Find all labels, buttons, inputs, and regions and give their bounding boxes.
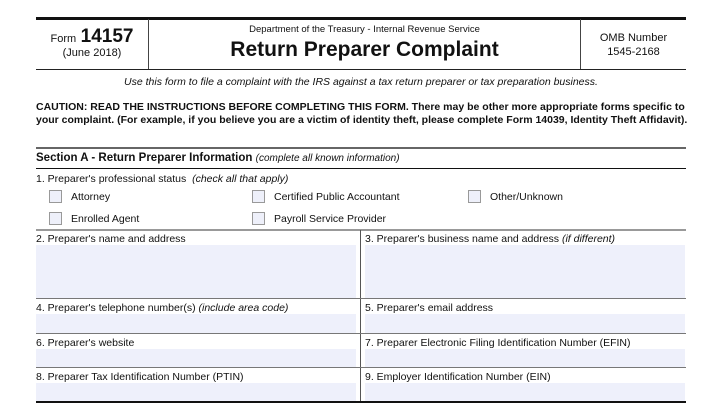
row-rule-3 (36, 367, 686, 368)
section-a-heading (36, 152, 400, 164)
preparer-telephone-input[interactable] (36, 314, 356, 333)
field-7-label-text: 7. Preparer Electronic Filing Identification Number (EFIN) (365, 337, 631, 349)
field-2-label-text: 2. Preparer's name and address (36, 233, 186, 245)
q1-bottom-rule (36, 229, 686, 231)
department-name: Department of the Treasury - Internal Revenue Service (249, 24, 480, 35)
field-3-note: (if different) (561, 233, 616, 245)
header-bottom-rule (36, 69, 686, 70)
field-8-label-text: 8. Preparer Tax Identification Number (PTIN) (36, 371, 244, 383)
checkbox-enrolled-agent[interactable] (49, 212, 62, 225)
form-identifier (36, 26, 148, 48)
omb-number: 1545-2168 (607, 46, 660, 58)
preparer-efin-input[interactable] (365, 349, 685, 367)
preparer-business-name-address-input[interactable] (365, 245, 685, 298)
checkbox-label-other-unknown: Other/Unknown (490, 191, 563, 203)
column-divider (360, 230, 361, 402)
q1-label-text: 1. Preparer's professional status (36, 173, 187, 185)
field-4-label-text: 4. Preparer's telephone number(s) (36, 302, 196, 314)
q1-note: (check all that apply) (192, 173, 289, 185)
form-bottom-rule (36, 401, 686, 403)
field-7-label (365, 337, 631, 349)
checkbox-label-attorney: Attorney (71, 191, 111, 203)
field-4-label (36, 302, 288, 314)
form-number: 14157 (80, 26, 134, 47)
preparer-website-input[interactable] (36, 349, 356, 367)
header-divider-right (580, 19, 581, 70)
preparer-ein-input[interactable] (365, 383, 685, 401)
checkbox-label-enrolled-agent: Enrolled Agent (71, 213, 140, 225)
form-date: (June 2018) (62, 47, 122, 59)
row-rule-2 (36, 333, 686, 334)
checkbox-other-unknown[interactable] (468, 190, 481, 203)
field-5-label (365, 302, 493, 314)
header-top-rule (36, 17, 686, 20)
checkbox-attorney[interactable] (49, 190, 62, 203)
field-3-label (365, 233, 615, 245)
field-6-label-text: 6. Preparer's website (36, 337, 135, 349)
caution-text: CAUTION: READ THE INSTRUCTIONS BEFORE COMPLETING THIS FORM. There may be other more appropriate forms specific to your complaint. (For example, if you believe you are a victim of identity theft, please complete Form 14039, Identity Theft Affidavit). (36, 101, 688, 126)
omb-label: OMB Number (599, 32, 668, 44)
field-9-label (365, 371, 551, 383)
field-6-label (36, 337, 134, 349)
preparer-ptin-input[interactable] (36, 383, 356, 401)
checkbox-label-cpa: Certified Public Accountant (274, 191, 400, 203)
section-a-note: (complete all known information) (255, 153, 400, 164)
field-9-label-text: 9. Employer Identification Number (EIN) (365, 371, 551, 383)
section-bottom-rule (36, 168, 686, 169)
form-title: Return Preparer Complaint (230, 38, 499, 61)
section-top-rule (36, 147, 686, 149)
checkbox-payroll-service[interactable] (252, 212, 265, 225)
checkbox-label-payroll-service: Payroll Service Provider (274, 213, 387, 225)
preparer-email-input[interactable] (365, 314, 685, 333)
form-word: Form (50, 33, 77, 45)
section-a-title: Section A - Return Preparer Information (36, 152, 253, 164)
field-2-label (36, 233, 186, 245)
checkbox-cpa[interactable] (252, 190, 265, 203)
field-5-label-text: 5. Preparer's email address (365, 302, 494, 314)
field-3-label-text: 3. Preparer's business name and address (365, 233, 560, 245)
field-8-label (36, 371, 244, 383)
intro-text: Use this form to file a complaint with the IRS against a tax return preparer or tax preparation business. (124, 76, 598, 88)
row-rule-1 (36, 298, 686, 299)
field-4-note: (include area code) (198, 302, 289, 314)
preparer-name-address-input[interactable] (36, 245, 356, 298)
q1-label (36, 173, 288, 185)
